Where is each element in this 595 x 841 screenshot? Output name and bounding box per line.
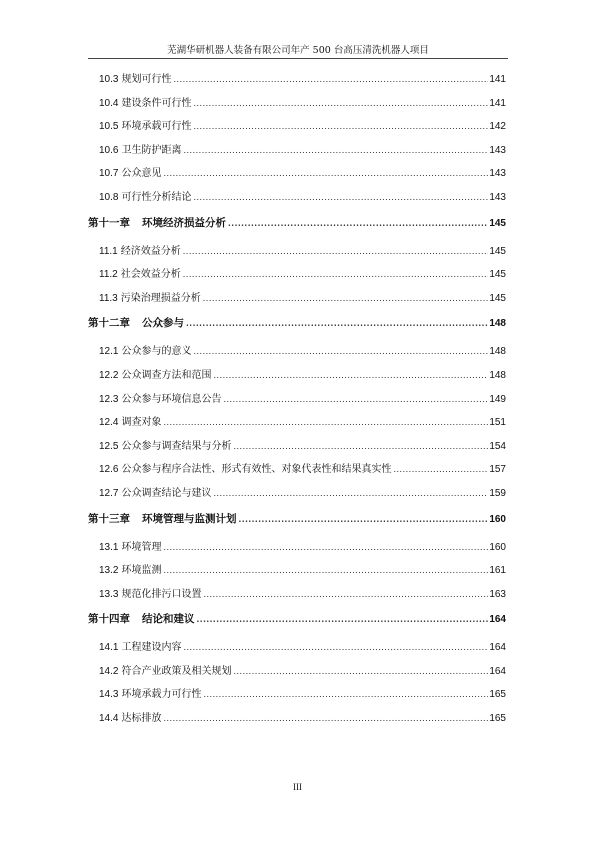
toc-entry-page: 143 (489, 144, 506, 156)
toc-section-entry[interactable] (88, 70, 506, 94)
toc-section-entry[interactable] (88, 265, 506, 289)
toc-section-entry[interactable] (88, 662, 506, 686)
toc-section-entry[interactable] (88, 685, 506, 709)
toc-dot-leader (183, 247, 489, 256)
toc-section-entry[interactable] (88, 460, 506, 484)
toc-entry-page: 141 (489, 74, 506, 85)
toc-dot-leader (223, 395, 488, 404)
toc-entry-number: 10.5 (99, 121, 119, 133)
toc-entry-page: 148 (489, 369, 506, 381)
toc-section-entry[interactable] (88, 585, 506, 609)
toc-entry-number: 14.2 (99, 665, 119, 677)
toc-entry-number: 12.4 (99, 417, 119, 429)
toc-dot-leader (228, 218, 488, 228)
toc-entry-number: 11.2 (99, 269, 118, 281)
toc-entry-page: 149 (489, 393, 506, 405)
toc-entry-title: 结论和建议 (142, 613, 195, 626)
toc-entry-page: 145 (489, 245, 506, 257)
toc-entry-number: 第十四章 (88, 613, 130, 626)
toc-entry-page: 165 (489, 713, 506, 725)
toc-section-entry[interactable] (88, 242, 506, 266)
toc-dot-leader (203, 590, 488, 599)
toc-entry-number: 10.7 (99, 168, 119, 180)
toc-entry-title: 公众参与程序合法性、形式有效性、对象代表性和结果真实性 (121, 464, 392, 476)
toc-section-entry[interactable] (88, 437, 506, 461)
toc-entry-page: 143 (489, 191, 506, 203)
toc-section-entry[interactable] (88, 709, 506, 733)
toc-section-entry[interactable] (88, 638, 506, 662)
toc-entry-page: 151 (489, 417, 506, 429)
toc-entry-page: 159 (489, 487, 506, 499)
toc-entry-number: 10.4 (99, 97, 119, 109)
toc-entry-page: 164 (489, 642, 506, 654)
toc-entry-page: 145 (489, 217, 506, 229)
toc-dot-leader (233, 667, 488, 676)
toc-section-entry[interactable] (88, 141, 506, 165)
toc-entry-page: 163 (489, 588, 506, 600)
toc-entry-number: 12.6 (99, 464, 119, 476)
toc-chapter-entry[interactable] (88, 215, 506, 239)
toc-dot-leader (183, 146, 488, 155)
toc-entry-page: 145 (489, 292, 506, 304)
toc-section-entry[interactable] (88, 164, 506, 188)
toc-chapter-entry[interactable] (88, 511, 506, 535)
toc-entry-page: 160 (489, 541, 506, 553)
toc-entry-number: 14.3 (99, 689, 119, 701)
toc-entry-number: 14.1 (99, 642, 119, 654)
toc-entry-title: 卫生防护距离 (121, 144, 182, 156)
toc-section-entry[interactable] (88, 484, 506, 508)
toc-dot-leader (163, 543, 488, 552)
toc-entry-title: 公众意见 (121, 168, 162, 180)
toc-entry-number: 10.6 (99, 144, 119, 156)
toc-dot-leader (173, 75, 488, 84)
toc-dot-leader (193, 99, 488, 108)
toc-entry-title: 公众参与 (142, 317, 184, 330)
toc-entry-title: 经济效益分析 (120, 245, 181, 257)
toc-entry-title: 公众参与环境信息公告 (121, 393, 222, 405)
toc-entry-number: 14.4 (99, 713, 119, 725)
toc-entry-number: 第十三章 (88, 512, 130, 525)
toc-dot-leader (203, 294, 489, 303)
toc-entry-page: 165 (489, 689, 506, 701)
toc-dot-leader (186, 318, 488, 328)
toc-chapter-entry[interactable] (88, 611, 506, 635)
toc-entry-page: 148 (489, 346, 506, 358)
toc-dot-leader (213, 371, 488, 380)
toc-entry-number: 第十一章 (88, 216, 130, 229)
toc-section-entry[interactable] (88, 561, 506, 585)
toc-dot-leader (213, 489, 488, 498)
toc-section-entry[interactable] (88, 289, 506, 313)
toc-section-entry[interactable] (88, 342, 506, 366)
toc-entry-title: 调查对象 (121, 417, 162, 429)
toc-entry-page: 141 (489, 97, 506, 109)
toc-entry-number: 11.3 (99, 292, 118, 304)
toc-dot-leader (163, 418, 488, 427)
toc-entry-number: 13.1 (99, 541, 119, 553)
page-number: III (293, 782, 302, 792)
toc-section-entry[interactable] (88, 413, 506, 437)
toc-entry-page: 142 (489, 121, 506, 133)
running-header (88, 38, 508, 59)
toc-entry-title: 环境承载力可行性 (121, 689, 202, 701)
toc-entry-number: 第十二章 (88, 317, 130, 330)
toc-entry-title: 环境监测 (121, 565, 162, 577)
toc-dot-leader (239, 514, 489, 524)
toc-entry-page: 148 (489, 318, 506, 330)
toc-entry-page: 154 (489, 440, 506, 452)
toc-dot-leader (183, 270, 489, 279)
toc-entry-page: 161 (489, 565, 506, 577)
toc-entry-title: 公众调查结论与建议 (121, 487, 212, 499)
toc-entry-page: 143 (489, 168, 506, 180)
toc-dot-leader (233, 442, 488, 451)
toc-entry-title: 公众参与调查结果与分析 (121, 440, 232, 452)
toc-entry-title: 公众参与的意义 (121, 346, 192, 358)
toc-entry-title: 工程建设内容 (121, 642, 182, 654)
toc-entry-number: 13.2 (99, 565, 119, 577)
header-title: 芜湖华研机器人装备有限公司年产 500 台高压清洗机器人项目 (167, 45, 429, 56)
toc-entry-page: 160 (489, 513, 506, 525)
toc-entry-title: 社会效益分析 (120, 269, 181, 281)
toc-entry-title: 环境经济损益分析 (142, 216, 226, 229)
toc-entry-number: 12.7 (99, 487, 119, 499)
toc-entry-page: 164 (489, 614, 506, 626)
toc-entry-number: 10.8 (99, 191, 119, 203)
toc-entry-number: 12.1 (99, 346, 119, 358)
toc-entry-page: 145 (489, 269, 506, 281)
toc-entry-number: 13.3 (99, 588, 119, 600)
toc-section-entry[interactable] (88, 390, 506, 414)
toc-entry-number: 10.3 (99, 74, 119, 85)
toc-section-entry[interactable] (88, 188, 506, 212)
toc-dot-leader (163, 566, 488, 575)
toc-entry-title: 规范化排污口设置 (121, 588, 202, 600)
toc-dot-leader (193, 193, 488, 202)
toc-dot-leader (183, 643, 488, 652)
toc-entry-title: 达标排放 (121, 713, 162, 725)
toc-entry-title: 环境管理与监测计划 (142, 512, 237, 525)
toc-entry-title: 污染治理损益分析 (120, 292, 201, 304)
toc-entry-page: 157 (489, 464, 506, 476)
toc-dot-leader (193, 122, 488, 131)
table-of-contents (88, 70, 506, 733)
toc-entry-title: 环境承载可行性 (121, 121, 192, 133)
toc-dot-leader (197, 614, 489, 624)
toc-section-entry[interactable] (88, 117, 506, 141)
toc-dot-leader (163, 714, 488, 723)
toc-chapter-entry[interactable] (88, 315, 506, 339)
toc-entry-title: 建设条件可行性 (121, 97, 192, 109)
toc-dot-leader (393, 465, 488, 474)
toc-dot-leader (193, 347, 488, 356)
toc-entry-title: 公众调查方法和范围 (121, 369, 212, 381)
toc-entry-title: 符合产业政策及相关规划 (121, 665, 232, 677)
toc-entry-number: 12.3 (99, 393, 119, 405)
toc-entry-title: 可行性分析结论 (121, 191, 192, 203)
toc-dot-leader (203, 690, 488, 699)
toc-dot-leader (163, 169, 488, 178)
toc-entry-title: 规划可行性 (121, 74, 172, 85)
toc-section-entry[interactable] (88, 94, 506, 118)
toc-entry-page: 164 (489, 665, 506, 677)
toc-entry-title: 环境管理 (121, 541, 162, 553)
toc-entry-number: 11.1 (99, 245, 118, 257)
toc-section-entry[interactable] (88, 366, 506, 390)
toc-section-entry[interactable] (88, 538, 506, 562)
toc-entry-number: 12.5 (99, 440, 119, 452)
toc-entry-number: 12.2 (99, 369, 119, 381)
